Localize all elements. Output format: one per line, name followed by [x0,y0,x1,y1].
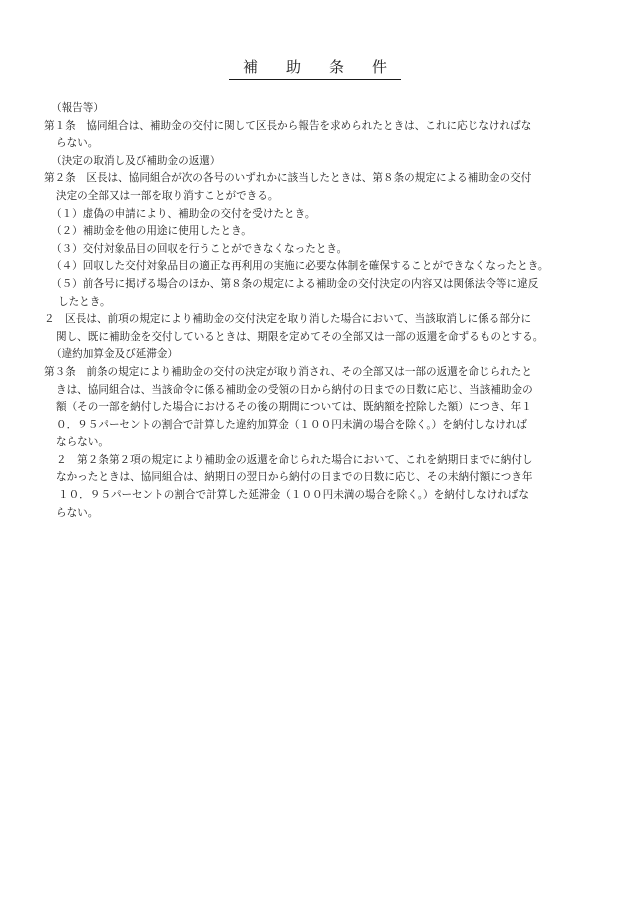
document-line: らない。 [56,137,99,150]
document-line: 第３条 前条の規定により補助金の交付の決定が取り消され、その全部又は一部の返還を命じられたと [44,365,532,378]
document-line: 第１条 協同組合は、補助金の交付に関して区長から報告を求められたときは、これに応じなければな [44,119,532,132]
document-line: （５）前各号に掲げる場合のほか、第８条の規定による補助金の交付決定の内容又は関係法令等に違反 [51,277,539,290]
title-char: 条 [329,58,345,76]
document-line: きは、協同組合は、当該命令に係る補助金の受領の日から納付の日までの日数に応じ、当該補助金の [56,383,533,396]
document-line: （４）回収した交付対象品目の適正な再利用の実施に必要な体制を確保することができなくなったとき。 [51,260,549,273]
document-line: １０．９５パーセントの割合で計算した延滞金（１００円未満の場合を除く。）を納付しなければな [58,489,529,502]
document-title [0,56,630,80]
title-char: 助 [285,58,301,76]
document-line: なかったときは、協同組合は、納期日の翌日から納付の日までの日数に応じ、その未納付額につき年 [56,471,533,484]
document-line: （２）補助金を他の用途に使用したとき。 [51,225,252,238]
document-line: ２ 第２条第２項の規定により補助金の返還を命じられた場合において、これを納期日までに納付し [56,453,533,466]
document-line: （３）交付対象品目の回収を行うことができなくなったとき。 [51,242,348,255]
document-line: したとき。 [58,295,111,308]
document-line: らない。 [56,506,99,519]
document-line: 決定の全部又は一部を取り消すことができる。 [56,189,279,202]
document-line: （違約加算金及び延滞金） [51,348,179,361]
document-line: （決定の取消し及び補助金の返還） [51,154,221,167]
document-line: 額（その一部を納付した場合におけるその後の期間については、既納額を控除した額）につき、年１ [56,401,532,414]
document-line: （報告等） [51,102,104,114]
title-char: 件 [372,58,388,76]
document-line: （１）虚偽の申請により、補助金の交付を受けたとき。 [51,207,316,220]
title-char: 補 [242,58,258,76]
document-line: ２ 区長は、前項の規定により補助金の交付決定を取り消した場合において、当該取消しに係る部分に [44,313,532,326]
document-body [44,100,604,522]
document-line: ならない。 [56,436,109,449]
document-line: 関し、既に補助金を交付しているときは、期限を定めてその全部又は一部の返還を命ずるものとする。 [56,330,544,343]
document-line: ０．９５パーセントの割合で計算した違約加算金（１００円未満の場合を除く。）を納付しなければ [56,418,527,431]
document-line: 第２条 区長は、協同組合が次の各号のいずれかに該当したときは、第８条の規定による補助金の交付 [44,172,532,185]
title-underline [229,56,401,80]
